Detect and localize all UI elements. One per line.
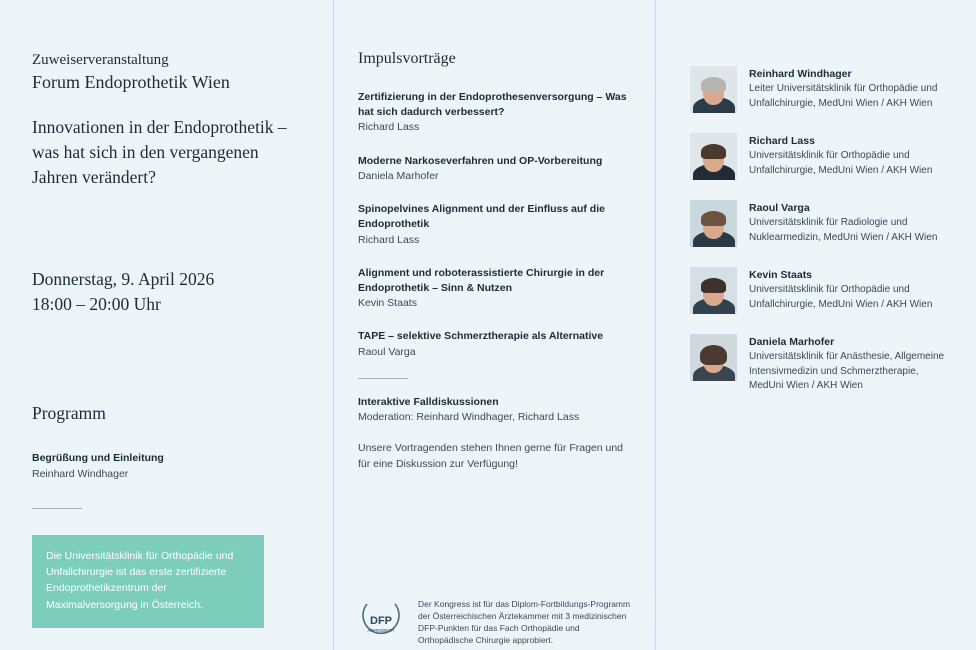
talk-title: Moderne Narkoseverfahren und OP-Vorbereitung [358, 154, 603, 167]
footer [358, 598, 633, 646]
middle-column [358, 50, 633, 473]
speakers-column [690, 66, 952, 414]
talk-item [358, 154, 633, 184]
avatar [690, 267, 737, 314]
speaker-entry [690, 66, 952, 113]
speaker-name: Kevin Staats [749, 269, 813, 281]
talk-speaker: Kevin Staats [358, 297, 417, 310]
avatar [690, 66, 737, 113]
speaker-entry [690, 267, 952, 314]
programm-item-title: Begrüßung und Einleitung [32, 452, 164, 465]
talk-title: Alignment und roboterassistierte Chirurgie in der Endoprothetik – Sinn & Nutzen [358, 266, 605, 294]
event-time: 18:00 – 20:00 Uhr [32, 294, 161, 315]
discussion-note: Unsere Vortragenden stehen Ihnen gerne für Fragen und für eine Diskussion zur Verfügung! [358, 442, 624, 471]
avatar [690, 334, 737, 381]
talk-item [358, 202, 633, 248]
event-date: Donnerstag, 9. April 2026 [32, 268, 215, 289]
talk-speaker: Daniela Marhofer [358, 169, 439, 182]
discussion-title: Interaktive Falldiskussionen [358, 395, 499, 408]
speaker-role: Universitätsklinik für Radiologie und Nuklearmedizin, MedUni Wien / AKH Wien [749, 217, 938, 243]
speaker-entry [690, 200, 952, 247]
event-kicker: Zuweiserveranstaltung [32, 52, 169, 68]
left-column [32, 50, 300, 628]
avatar [690, 200, 737, 247]
speaker-name: Daniela Marhofer [749, 336, 835, 348]
programm-item [32, 451, 300, 481]
talk-item [358, 329, 633, 359]
avatar [690, 133, 737, 180]
speaker-entry [690, 133, 952, 180]
divider-line [32, 508, 82, 509]
speaker-name: Richard Lass [749, 135, 815, 147]
talk-item [358, 90, 633, 136]
svg-text:DFP: DFP [370, 615, 392, 627]
talk-title: Spinopelvines Alignment und der Einfluss auf die Endoprothetik [358, 203, 605, 231]
dfp-note: Der Kongress ist für das Diplom-Fortbildungs-Programm der Österreichischen Ärztekammer mit 3 medizinischen DFP-Punkten für das Fach Orthopädie und Orthopädische Chirurgie approbiert. [418, 599, 631, 646]
column-divider-right [655, 0, 656, 650]
event-title: Forum Endoprothetik Wien [32, 72, 230, 93]
talk-title: TAPE – selektive Schmerztherapie als Alternative [358, 330, 604, 343]
programm-heading: Programm [32, 403, 106, 424]
talk-item [358, 266, 633, 312]
talk-speaker: Raoul Varga [358, 345, 416, 358]
discussion-moderation: Moderation: Reinhard Windhager, Richard Lass [358, 411, 580, 424]
dfp-logo-icon [358, 598, 404, 642]
highlight-box: Die Universitätsklinik für Orthopädie und Unfallchirurgie ist das erste zertifizierte Endoprothetikzentrum der Maximalversorgung in Österreich. [32, 535, 264, 628]
talk-speaker: Richard Lass [358, 233, 420, 246]
talk-speaker: Richard Lass [358, 121, 420, 134]
speaker-role: Universitätsklinik für Anästhesie, Allgemeine Intensivmedizin und Schmerztherapie, MedUni Wien / AKH Wien [749, 351, 945, 392]
speaker-role: Leiter Universitätsklinik für Orthopädie und Unfallchirurgie, MedUni Wien / AKH Wien [749, 83, 938, 109]
speaker-name: Raoul Varga [749, 202, 810, 214]
programm-item-speaker: Reinhard Windhager [32, 467, 129, 480]
impulsvortraege-heading: Impulsvorträge [358, 50, 456, 67]
speaker-name: Reinhard Windhager [749, 68, 852, 80]
speaker-role: Universitätsklinik für Orthopädie und Unfallchirurgie, MedUni Wien / AKH Wien [749, 150, 933, 176]
speaker-entry [690, 334, 952, 394]
column-divider-left [333, 0, 334, 650]
svg-text:APPROBIERT: APPROBIERT [367, 628, 395, 633]
speaker-role: Universitätsklinik für Orthopädie und Unfallchirurgie, MedUni Wien / AKH Wien [749, 284, 933, 310]
divider-line [358, 378, 408, 379]
event-subtitle: Innovationen in der Endoprothetik – was hat sich in den vergangenen Jahren verändert? [32, 116, 287, 188]
talk-title: Zertifizierung in der Endoprothesenversorgung – Was hat sich dadurch verbessert? [358, 91, 627, 119]
